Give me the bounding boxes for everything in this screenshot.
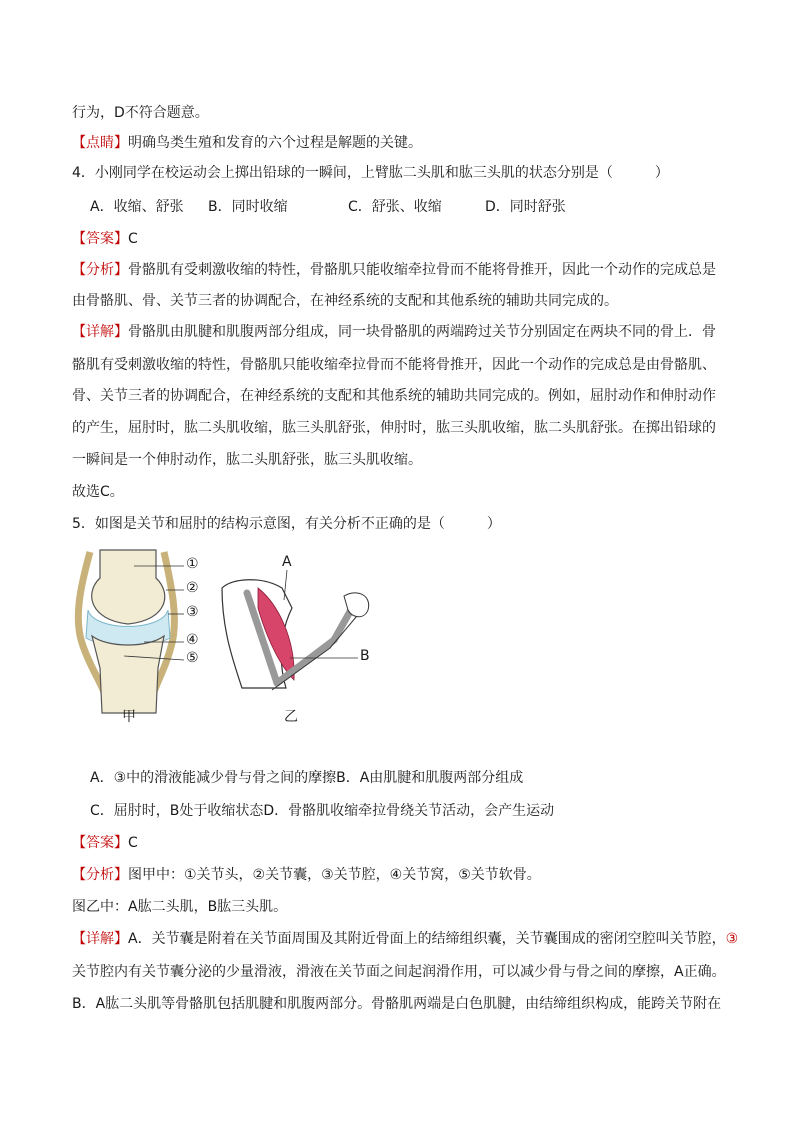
label-2: ② — [186, 580, 199, 596]
detail-tag: 【详解】 — [72, 324, 128, 340]
detail-5-circle3: ③ — [725, 931, 739, 947]
analysis-5-tag: 【分析】 — [72, 867, 128, 883]
answer-4 — [72, 229, 138, 249]
detail-text: 骨骼肌由肌腱和肌腹两部分组成，同一块骨骼肌的两端跨过关节分别固定在两块不同的骨上．骨 — [128, 324, 716, 340]
answer-tag: 【答案】 — [72, 231, 128, 247]
answer-5 — [72, 833, 138, 853]
detail-5-tag: 【详解】 — [72, 931, 128, 947]
detail-5-text: A．关节囊是附着在关节面周围及其附近骨面上的结缔组织囊，关节囊围成的密闭空腔叫关节腔， — [128, 931, 726, 947]
label-b: B — [360, 648, 370, 664]
detail-5 — [72, 929, 738, 949]
dianjing-line — [72, 133, 422, 153]
option-b: B．同时收缩 — [208, 199, 288, 215]
option-a: A．收缩、舒张 — [90, 199, 184, 215]
question-4-options — [90, 197, 566, 217]
answer-value: C — [128, 231, 138, 247]
answer-5-tag: 【答案】 — [72, 835, 128, 851]
analysis-5-text: 图甲中：①关节头，②关节囊，③关节腔，④关节窝，⑤关节软骨。 — [128, 867, 541, 883]
detail-4-l4: 的产生，屈肘时，肱二头肌收缩，肱三头肌舒张，伸肘时，肱三头肌收缩，肱二头肌舒张。在掷出铅球的 — [72, 420, 716, 436]
detail-5-l2: 关节腔内有关节囊分泌的少量滑液，滑液在关节面之间起润滑作用，可以减少骨与骨之间的摩擦，A正确。 — [72, 964, 726, 980]
option-c: C．舒张、收缩 — [348, 199, 442, 215]
joint-diagram-jia — [78, 550, 184, 713]
detail-4 — [72, 322, 716, 342]
label-4: ④ — [186, 632, 199, 648]
question-5-options-ab: A．③中的滑液能减少骨与骨之间的摩擦B．A由肌腱和肌腹两部分组成 — [90, 770, 524, 786]
detail-4-l6: 故选C。 — [72, 484, 124, 500]
analysis-5-cont: 图乙中：A肱二头肌，B肱三头肌。 — [72, 899, 288, 915]
analysis-tag: 【分析】 — [72, 262, 128, 278]
detail-5-l3: B．A肱二头肌等骨骼肌包括肌腱和肌腹两部分。骨骼肌两端是白色肌腱，由结缔组织构成，能跨关节附在 — [72, 996, 722, 1012]
analysis-4 — [72, 260, 716, 280]
label-1: ① — [186, 556, 199, 572]
dianjing-text: 明确鸟类生殖和发育的六个过程是解题的关键。 — [128, 135, 422, 151]
label-3: ③ — [186, 604, 199, 620]
detail-4-l5: 一瞬间是一个伸肘动作，肱二头肌舒张，肱三头肌收缩。 — [72, 452, 422, 468]
analysis-4-cont: 由骨骼肌、骨、关节三者的协调配合，在神经系统的支配和其他系统的辅助共同完成的。 — [72, 293, 618, 309]
question-5: 5．如图是关节和屈肘的结构示意图，有关分析不正确的是（ ） — [72, 516, 501, 532]
caption-jia: 甲 — [122, 709, 136, 725]
option-d: D．同时舒张 — [485, 199, 566, 215]
detail-4-l3: 骨、关节三者的协调配合，在神经系统的支配和其他系统的辅助共同完成的。例如，屈肘动作和伸肘动作 — [72, 388, 716, 404]
label-a: A — [282, 554, 292, 570]
joint-figure — [72, 548, 392, 728]
answer-5-value: C — [128, 835, 138, 851]
arm-diagram-yi — [222, 570, 369, 690]
analysis-text: 骨骼肌有受刺激收缩的特性，骨骼肌只能收缩牵拉骨而不能将骨推开，因此一个动作的完成总是 — [128, 262, 716, 278]
question-5-options-cd: C．屈肘时，B处于收缩状态D．骨骼肌收缩牵拉骨绕关节活动，会产生运动 — [90, 803, 555, 819]
detail-4-l2: 骼肌有受刺激收缩的特性，骨骼肌只能收缩牵拉骨而不能将骨推开，因此一个动作的完成总是由骨骼肌、 — [72, 357, 716, 373]
figure-svg — [72, 548, 392, 728]
label-5: ⑤ — [186, 650, 199, 666]
continuation-line: 行为，D不符合题意。 — [72, 105, 209, 121]
dianjing-tag: 【点睛】 — [72, 135, 128, 151]
question-4: 4．小刚同学在校运动会上掷出铅球的一瞬间，上臂肱二头肌和肱三头肌的状态分别是（ ） — [72, 165, 669, 181]
analysis-5 — [72, 865, 541, 885]
caption-yi: 乙 — [284, 709, 298, 725]
